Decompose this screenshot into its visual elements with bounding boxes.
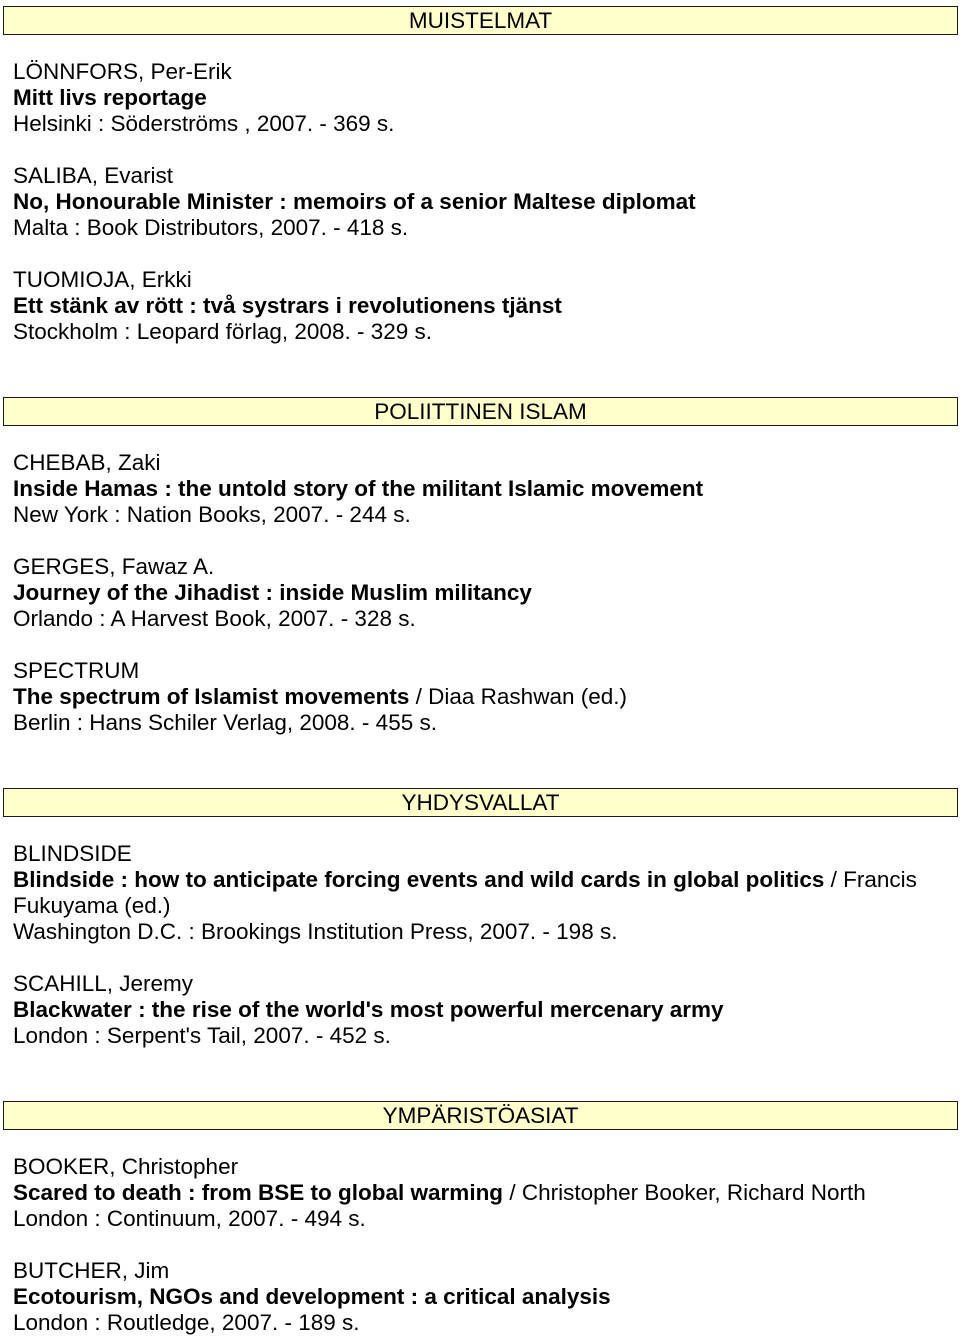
entry-author: BOOKER, Christopher — [13, 1154, 239, 1179]
section-muistelmat — [0, 6, 960, 345]
bibliographic-entry — [13, 59, 958, 137]
entry-author: SPECTRUM — [13, 658, 140, 683]
entry-publication: Washington D.C. : Brookings Institution Press, 2007. - 198 s. — [13, 919, 618, 944]
bibliographic-entry — [13, 1154, 958, 1232]
entry-responsibility: / Diaa Rashwan (ed.) — [415, 684, 627, 709]
entry-title: Scared to death : from BSE to global warming — [13, 1180, 504, 1205]
entry-title-line — [13, 189, 958, 215]
entry-author: SALIBA, Evarist — [13, 163, 174, 188]
section-yhdysvallat — [0, 788, 960, 1049]
entry-title: No, Honourable Minister : memoirs of a senior Maltese diplomat — [13, 189, 696, 214]
bibliographic-entry — [13, 971, 958, 1049]
entry-title-line — [13, 85, 958, 111]
bibliographic-entry — [13, 1258, 958, 1336]
entry-title-line — [13, 580, 958, 606]
entry-author: SCAHILL, Jeremy — [13, 971, 194, 996]
entry-publication: Berlin : Hans Schiler Verlag, 2008. - 455 s. — [13, 710, 437, 735]
entry-publication: New York : Nation Books, 2007. - 244 s. — [13, 502, 411, 527]
entry-list — [0, 817, 960, 1049]
entry-title-line — [13, 867, 958, 919]
entry-publication: London : Continuum, 2007. - 494 s. — [13, 1206, 366, 1231]
bibliographic-entry — [13, 450, 958, 528]
entry-title-line — [13, 1180, 958, 1206]
entry-title: Blackwater : the rise of the world's most powerful mercenary army — [13, 997, 724, 1022]
entry-publication: Helsinki : Söderströms , 2007. - 369 s. — [13, 111, 395, 136]
entry-title-line — [13, 476, 958, 502]
bibliographic-entry — [13, 267, 958, 345]
section-heading: YMPÄRISTÖASIAT — [3, 1101, 958, 1130]
entry-title-line — [13, 293, 958, 319]
entry-list — [0, 1130, 960, 1336]
entry-title: Ecotourism, NGOs and development : a critical analysis — [13, 1284, 611, 1309]
entry-title-line — [13, 684, 958, 710]
entry-publication: Malta : Book Distributors, 2007. - 418 s. — [13, 215, 409, 240]
entry-responsibility: / Francis Fukuyama (ed.) — [13, 867, 917, 918]
entry-author: GERGES, Fawaz A. — [13, 554, 215, 579]
entry-title: The spectrum of Islamist movements — [13, 684, 410, 709]
entry-publication: Stockholm : Leopard förlag, 2008. - 329 s. — [13, 319, 432, 344]
entry-title: Ett stänk av rött : två systrars i revolutionens tjänst — [13, 293, 562, 318]
entry-responsibility: / Christopher Booker, Richard North — [509, 1180, 866, 1205]
entry-author: TUOMIOJA, Erkki — [13, 267, 192, 292]
bibliographic-entry — [13, 658, 958, 736]
entry-author: BUTCHER, Jim — [13, 1258, 170, 1283]
entry-title: Inside Hamas : the untold story of the militant Islamic movement — [13, 476, 704, 501]
entry-title-line — [13, 997, 958, 1023]
entry-author: LÖNNFORS, Per-Erik — [13, 59, 232, 84]
section-ymparistoasiat — [0, 1101, 960, 1336]
section-heading: YHDYSVALLAT — [3, 788, 958, 817]
entry-author: CHEBAB, Zaki — [13, 450, 161, 475]
entry-publication: London : Routledge, 2007. - 189 s. — [13, 1310, 360, 1335]
section-heading: POLIITTINEN ISLAM — [3, 397, 958, 426]
bibliographic-entry — [13, 841, 958, 945]
bibliographic-entry — [13, 554, 958, 632]
entry-publication: London : Serpent's Tail, 2007. - 452 s. — [13, 1023, 391, 1048]
entry-list — [0, 35, 960, 345]
entry-title: Blindside : how to anticipate forcing events and wild cards in global politics — [13, 867, 825, 892]
section-heading: MUISTELMAT — [3, 6, 958, 35]
entry-title: Mitt livs reportage — [13, 85, 207, 110]
entry-publication: Orlando : A Harvest Book, 2007. - 328 s. — [13, 606, 416, 631]
entry-author: BLINDSIDE — [13, 841, 132, 866]
section-poliittinen-islam — [0, 397, 960, 736]
entry-title: Journey of the Jihadist : inside Muslim militancy — [13, 580, 532, 605]
entry-title-line — [13, 1284, 958, 1310]
bibliographic-entry — [13, 163, 958, 241]
entry-list — [0, 426, 960, 736]
